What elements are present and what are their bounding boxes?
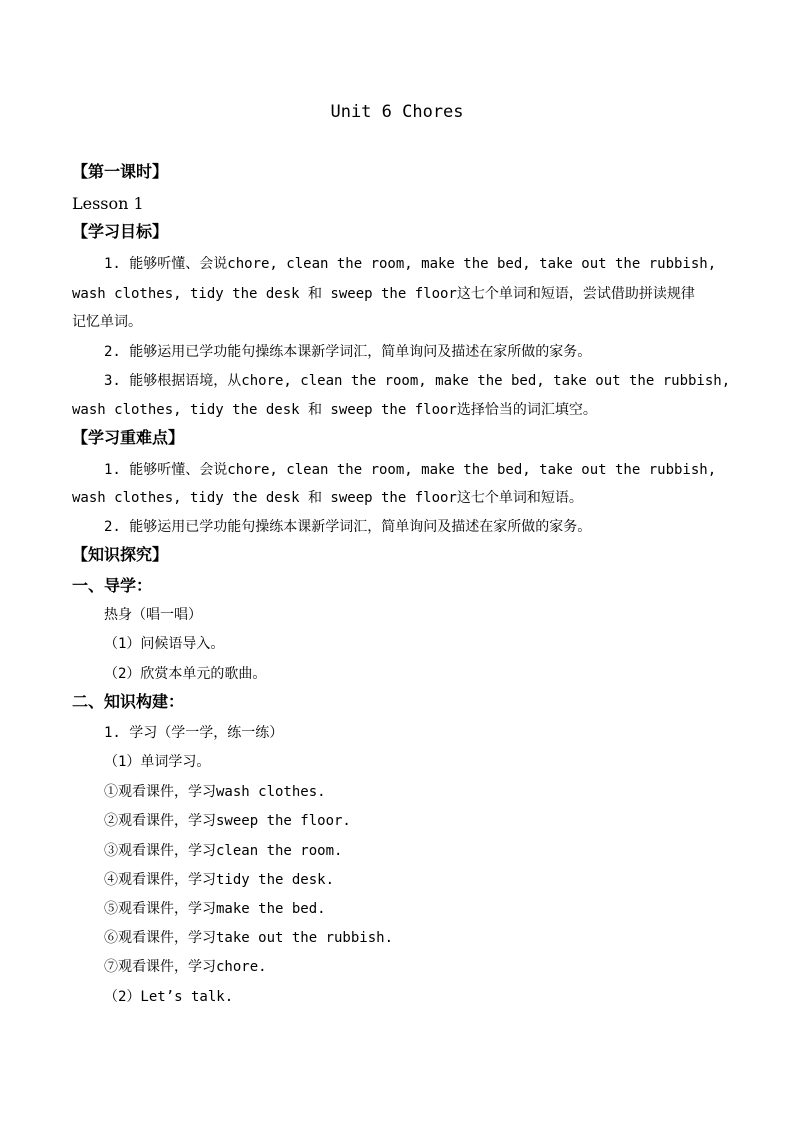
word-item: ⑤观看课件，学习make the bed. (104, 901, 326, 917)
part-2-heading: 二、知识构建： (72, 692, 185, 711)
word-item: ③观看课件，学习clean the room. (104, 843, 343, 859)
lesson-heading: Lesson 1 (72, 194, 144, 213)
study-line: 1. 学习（学一学，练一练） (104, 725, 284, 741)
period-heading: 【第一课时】 (72, 162, 169, 181)
goal-item-2: 2. 能够运用已学功能句操练本课新学词汇，简单询问及描述在家所做的家务。 (104, 344, 592, 360)
word-item: ⑦观看课件，学习chore. (104, 959, 267, 975)
warmup-line: 热身（唱一唱） (104, 607, 202, 623)
goal-item-1-line-1: 1. 能够听懂、会说chore, clean the room, make the bed, take out the rubbish, (104, 256, 717, 272)
goal-item-3-line-1: 3. 能够根据语境，从chore, clean the room, make the bed, take out the rubbish, (104, 373, 731, 389)
word-item: ⑥观看课件，学习take out the rubbish. (104, 930, 394, 946)
key-point-2: 2. 能够运用已学功能句操练本课新学词汇，简单询问及描述在家所做的家务。 (104, 519, 592, 535)
goals-heading: 【学习目标】 (72, 222, 169, 241)
study-item-1: （1）单词学习。 (104, 754, 211, 770)
key-points-heading: 【学习重难点】 (72, 428, 185, 447)
warmup-item-2: （2）欣赏本单元的歌曲。 (104, 666, 267, 682)
exploration-heading: 【知识探究】 (72, 545, 169, 564)
key-point-1-line-1: 1. 能够听懂、会说chore, clean the room, make the bed, take out the rubbish, (104, 462, 717, 478)
warmup-item-1: （1）问候语导入。 (104, 636, 225, 652)
key-point-1-line-2: wash clothes, tidy the desk 和 sweep the floor这七个单词和短语。 (72, 490, 583, 506)
document-title: Unit 6 Chores (330, 102, 464, 122)
goal-item-1-line-3: 记忆单词。 (72, 314, 142, 330)
word-item: ①观看课件，学习wash clothes. (104, 784, 326, 800)
goal-item-3-line-2: wash clothes, tidy the desk 和 sweep the floor选择恰当的词汇填空。 (72, 402, 597, 418)
goal-item-1-line-2: wash clothes, tidy the desk 和 sweep the floor这七个单词和短语，尝试借助拼读规律 (72, 286, 695, 302)
study-item-2: （2）Let’s talk. (104, 989, 234, 1005)
part-1-heading: 一、导学： (72, 576, 153, 595)
word-item: ②观看课件，学习sweep the floor. (104, 813, 351, 829)
word-item: ④观看课件，学习tidy the desk. (104, 872, 335, 888)
